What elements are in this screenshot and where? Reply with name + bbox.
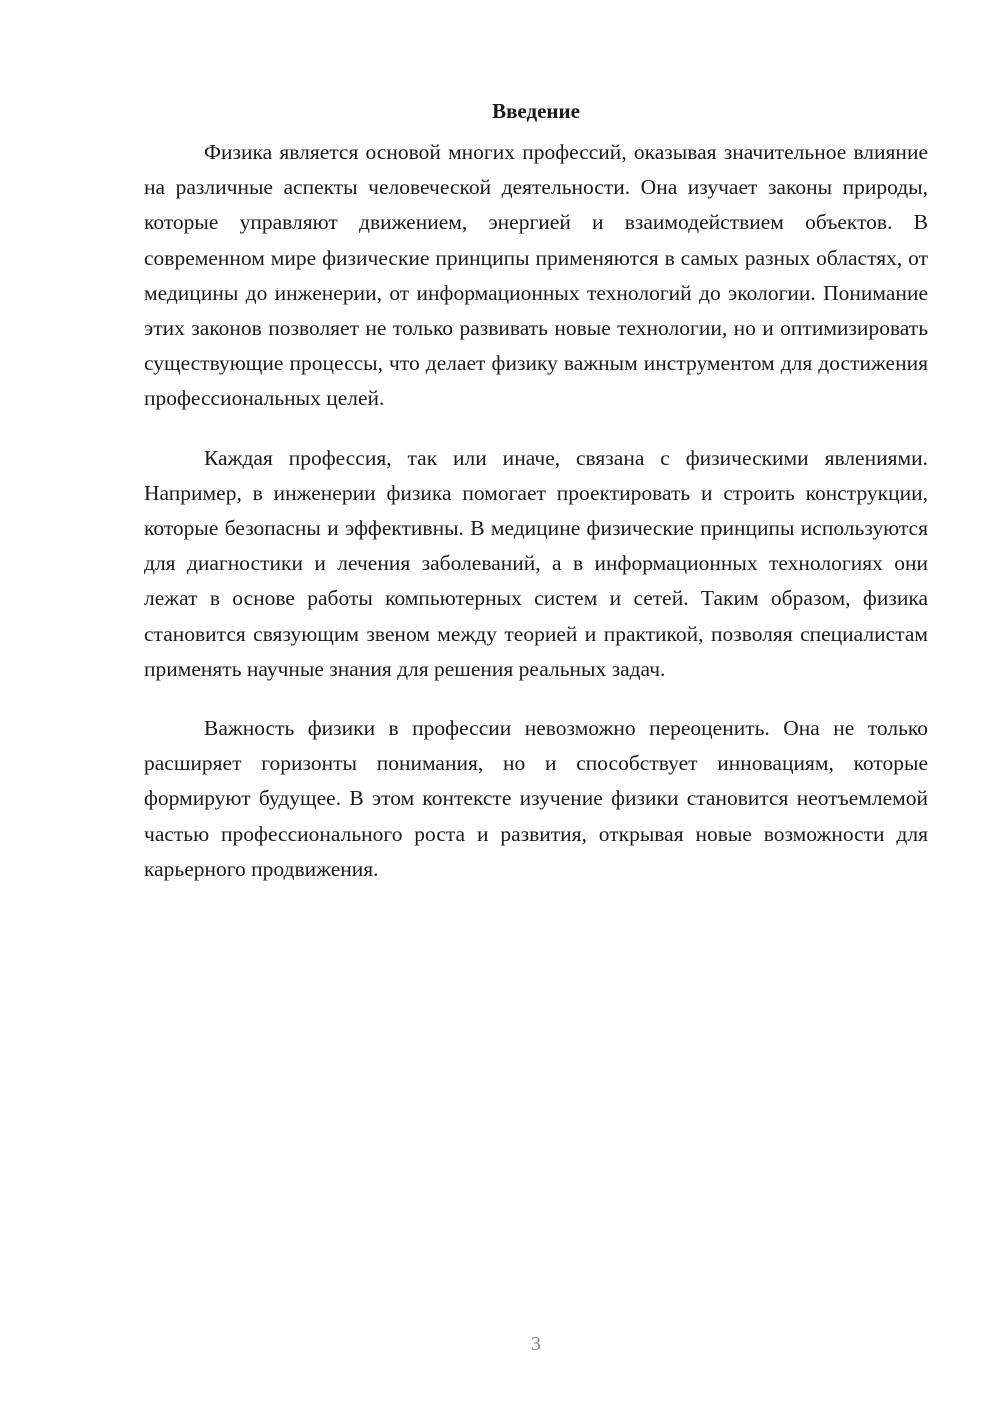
section-title: Введение [492,99,580,123]
paragraph-2: Каждая профессия, так или иначе, связана с физическими явлениями. Например, в инженерии физика помогает проектировать и строить конструкции, которые безопасны и эффективны. В медицине физические принципы используются для диагностики и лечения заболеваний, а в информационных технологиях они лежат в основе работы компьютерных систем и сетей. Таким образом, физика становится связующим звеном между теорией и практикой, позволяя специалистам применять научные знания для решения реальных задач. [144,445,928,681]
page-number: 3 [531,1333,541,1355]
paragraph-1: Физика является основой многих профессий, оказывая значительное влияние на различные аспекты человеческой деятельности. Она изучает законы природы, которые управляют движением, энергией и взаимодействием объектов. В современном мире физические принципы применяются в самых разных областях, от медицины до инженерии, от информационных технологий до экологии. Понимание этих законов позволяет не только развивать новые технологии, но и оптимизировать существующие процессы, что делает физику важным инструментом для достижения профессиональных целей. [144,140,928,411]
paragraph-3: Важность физики в профессии невозможно переоценить. Она не только расширяет горизонты понимания, но и способствует инновациям, которые формируют будущее. В этом контексте изучение физики становится неотъемлемой частью профессионального роста и развития, открывая новые возможности для карьерного продвижения. [144,716,928,881]
page-content [144,95,928,911]
